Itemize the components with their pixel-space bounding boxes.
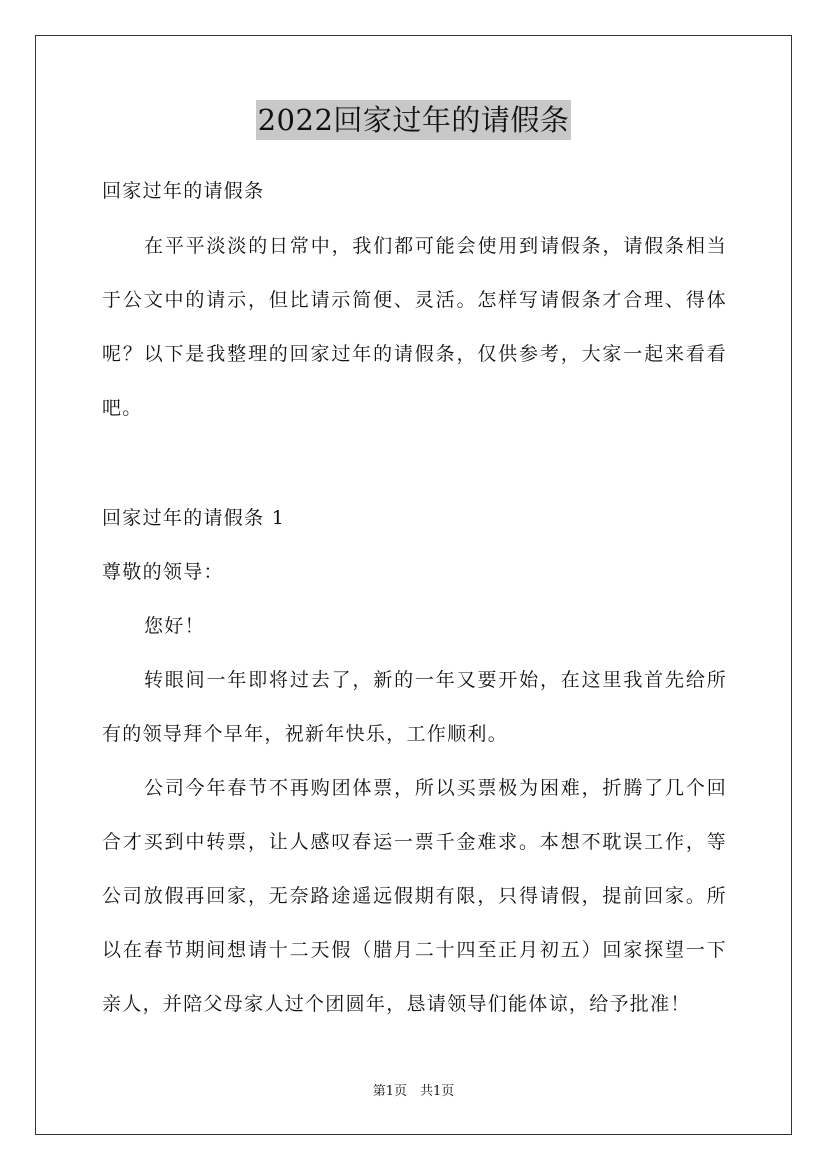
intro-line: 在平平淡淡的日常中，我们都可能会使用到请假条，请假条相当 xyxy=(144,235,727,257)
paragraph-2 xyxy=(102,761,727,1031)
paragraph-line: 公司放假再回家，无奈路途遥远假期有限，只得请假，提前回家。所 xyxy=(102,885,727,907)
page-footer xyxy=(0,1082,827,1102)
paragraph-line: 有的领导拜个早年，祝新年快乐，工作顺利。 xyxy=(102,723,509,745)
paragraph-line: 公司今年春节不再购团体票，所以买票极为困难，折腾了几个回 xyxy=(144,777,727,799)
title-container xyxy=(0,100,827,140)
intro-line: 吧。 xyxy=(102,397,143,419)
page-number-label: 第1页 共1页 xyxy=(372,1084,455,1099)
intro-paragraph xyxy=(102,219,727,435)
document-title: 2022回家过年的请假条 xyxy=(256,100,572,140)
intro-line: 呢？以下是我整理的回家过年的请假条，仅供参考，大家一起来看看 xyxy=(102,343,727,365)
section-heading-block xyxy=(102,491,727,545)
paragraph-line: 转眼间一年即将过去了，新的一年又要开始，在这里我首先给所 xyxy=(144,669,727,691)
subtitle-block xyxy=(102,164,727,218)
paragraph-line: 亲人，并陪父母家人过个团圆年，恳请领导们能体谅，给予批准！ xyxy=(102,993,691,1015)
intro-line: 于公文中的请示，但比请示简便、灵活。怎样写请假条才合理、得体 xyxy=(102,289,727,311)
paragraph-line: 合才买到中转票，让人感叹春运一票千金难求。本想不耽误工作，等 xyxy=(102,831,727,853)
greeting: 您好！ xyxy=(144,615,205,637)
paragraph-1 xyxy=(102,653,727,761)
document-subtitle: 回家过年的请假条 xyxy=(102,180,265,202)
salutation: 尊敬的领导： xyxy=(102,561,224,583)
section-heading: 回家过年的请假条 1 xyxy=(102,507,286,529)
greeting-block xyxy=(102,599,727,653)
salutation-block xyxy=(102,545,727,599)
paragraph-line: 以在春节期间想请十二天假（腊月二十四至正月初五）回家探望一下 xyxy=(102,939,727,961)
